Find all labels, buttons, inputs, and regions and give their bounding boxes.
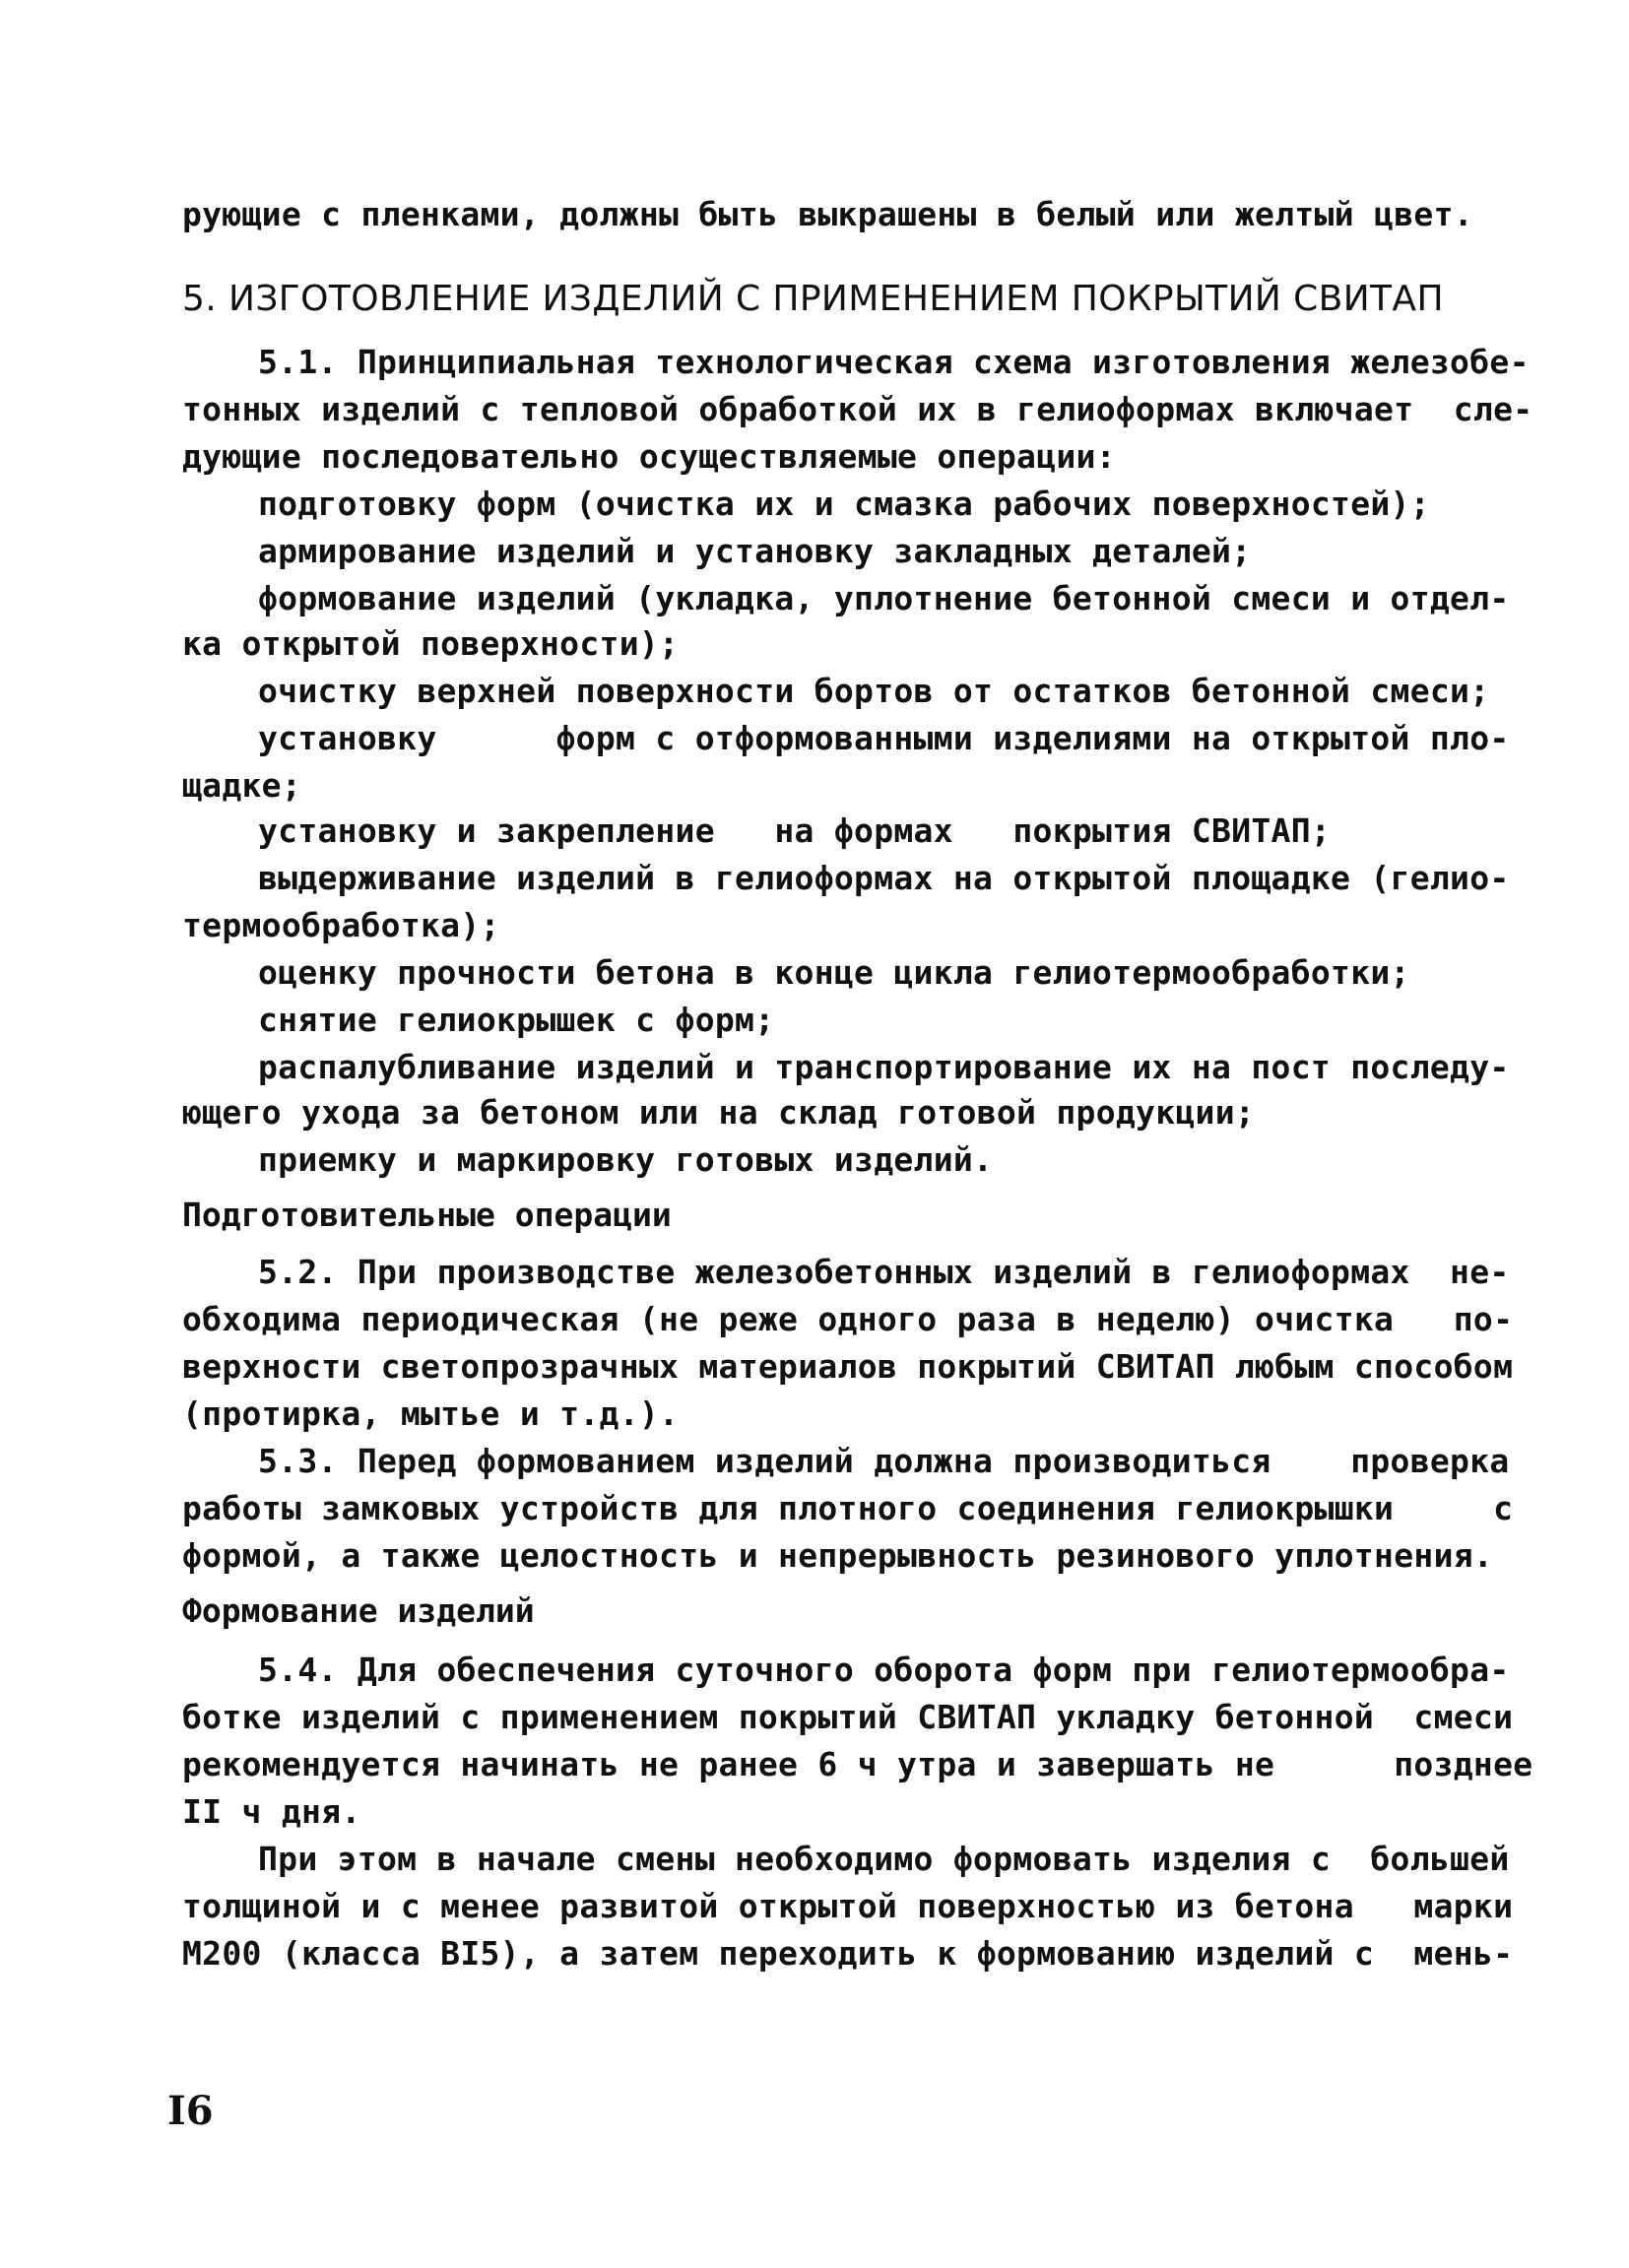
paragraph-line: 5.1. Принципиальная технологическая схема изготовления железобе- [258, 343, 1530, 381]
paragraph-line: II ч дня. [182, 1792, 361, 1831]
list-item: установку и закрепление на формах покрытия СВИТАП; [258, 811, 1332, 850]
list-item: ющего ухода за бетоном или на склад готовой продукции; [182, 1093, 1256, 1132]
continuation-line: рующие с пленками, должны быть выкрашены в белый или желтый цвет. [182, 195, 1473, 233]
list-item: формование изделий (укладка, уплотнение бетонной смеси и отдел- [258, 579, 1510, 617]
paragraph-line: М200 (класса ВI5), а затем переходить к формованию изделий с мень- [182, 1934, 1514, 1973]
paragraph-line: 5.2. При производстве железобетонных изделий в гелиоформах не- [258, 1253, 1510, 1291]
paragraph-line: 5.3. Перед формованием изделий должна производиться проверка [258, 1442, 1510, 1480]
paragraph-line: 5.4. Для обеспечения суточного оборота форм при гелиотермообра- [258, 1651, 1510, 1689]
section-heading: 5. ИЗГОТОВЛЕНИЕ ИЗДЕЛИЙ С ПРИМЕНЕНИЕМ ПОКРЫТИЙ СВИТАП [182, 279, 1444, 319]
page-number: I6 [167, 2088, 214, 2134]
paragraph-line: обходима периодическая (не реже одного раза в неделю) очистка по- [182, 1300, 1514, 1338]
list-item: установку форм с отформованными изделиями на открытой пло- [258, 719, 1510, 757]
paragraph-line: ботке изделий с применением покрытий СВИТАП укладку бетонной смеси [182, 1698, 1514, 1736]
list-item: распалубливание изделий и транспортирование их на пост последу- [258, 1048, 1510, 1086]
subheading-forming-products: Формование изделий [182, 1591, 535, 1630]
paragraph-line: (протирка, мытье и т.д.). [182, 1394, 680, 1433]
list-item: приемку и маркировку готовых изделий. [258, 1140, 994, 1179]
list-item: снятие гелиокрышек с форм; [258, 1001, 775, 1039]
list-item: выдерживание изделий в гелиоформах на открытой площадке (гелио- [258, 859, 1510, 897]
list-item: подготовку форм (очистка их и смазка рабочих поверхностей); [258, 485, 1430, 523]
paragraph-line: рекомендуется начинать не ранее 6 ч утра и завершать не позднее [182, 1745, 1533, 1783]
list-item: оценку прочности бетона в конце цикла гелиотермообработки; [258, 953, 1410, 992]
paragraph-line: При этом в начале смены необходимо формовать изделия с большей [258, 1840, 1510, 1878]
paragraph-line: формой, а также целостность и непрерывность резинового уплотнения. [182, 1536, 1494, 1575]
subheading-preparatory-operations: Подготовительные операции [182, 1196, 672, 1234]
paragraph-line: толщиной и с менее развитой открытой поверхностью из бетона марки [182, 1887, 1514, 1925]
list-item: термообработка); [182, 906, 500, 944]
paragraph-line: верхности светопрозрачных материалов покрытий СВИТАП любым способом [182, 1347, 1514, 1386]
list-item: армирование изделий и установку закладных деталей; [258, 532, 1252, 570]
list-item: щадке; [182, 766, 302, 805]
paragraph-line: работы замковых устройств для плотного соединения гелиокрышки с [182, 1489, 1514, 1527]
paragraph-line: тонных изделий с тепловой обработкой их в гелиоформах включает сле- [182, 390, 1533, 428]
list-item: очистку верхней поверхности бортов от остатков бетонной смеси; [258, 672, 1490, 710]
list-item: ка открытой поверхности); [182, 624, 680, 663]
paragraph-line: дующие последовательно осуществляемые операции: [182, 437, 1116, 476]
